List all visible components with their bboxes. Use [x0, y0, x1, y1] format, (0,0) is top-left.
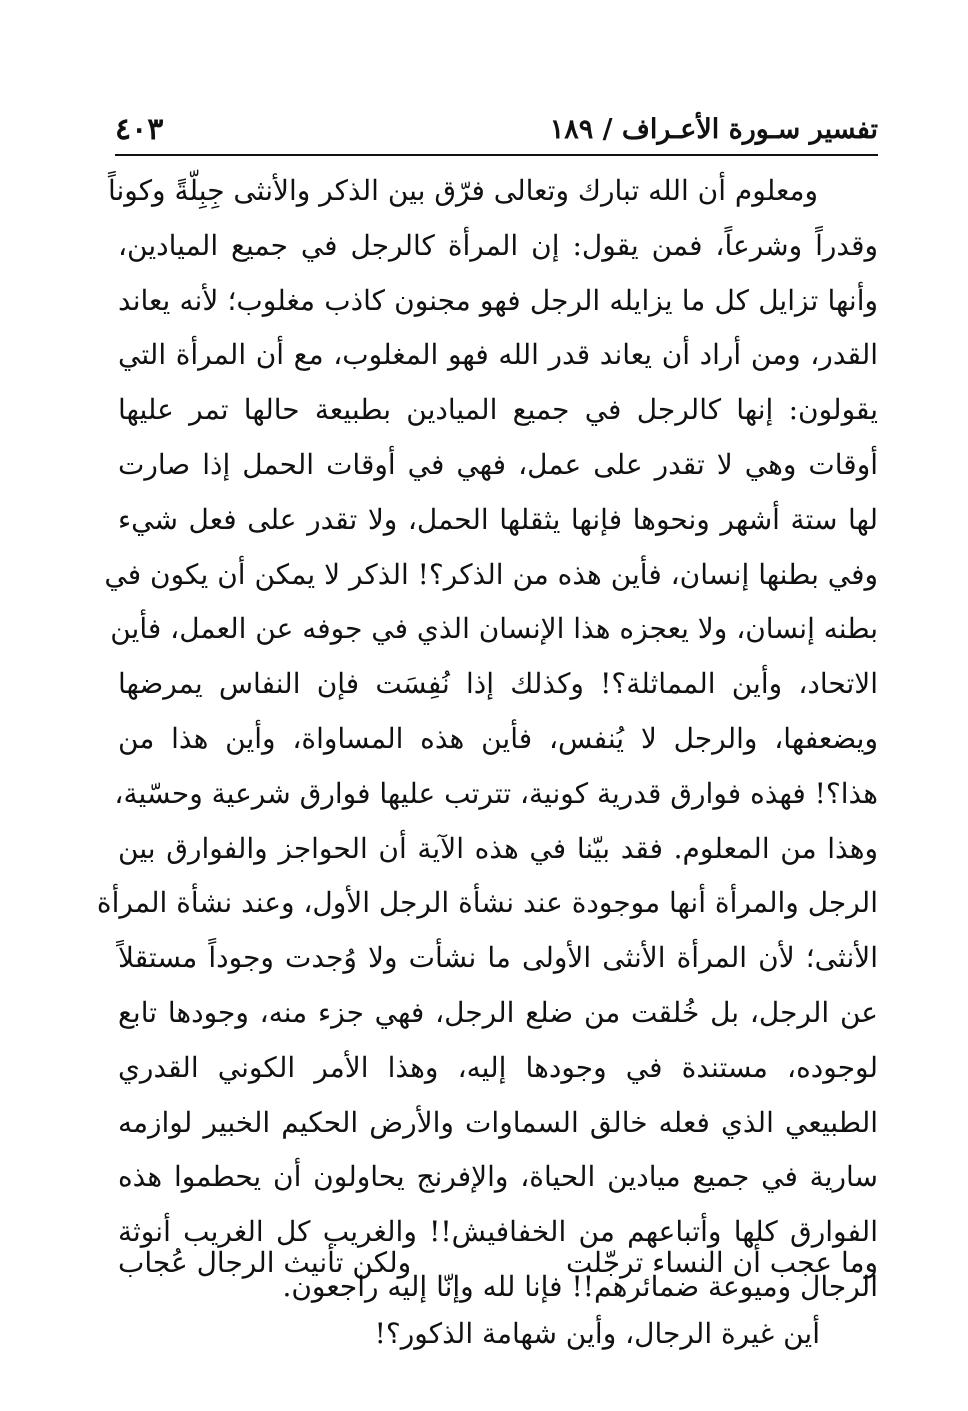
- text-line: ومعلوم أن الله تبارك وتعالى فرّق بين الذكر والأنثى جِبِلّةً وكوناً: [107, 174, 818, 207]
- text-line: الرجال وميوعة ضمائرهم!! فإنا لله وإنّا إليه راجعون.: [282, 1269, 878, 1303]
- text-line: سارية في جميع ميادين الحياة، والإفرنج يحاولون أن يحطموا هذه: [118, 1160, 878, 1194]
- header-rule: [115, 154, 878, 156]
- text-line: الرجل والمرأة أنها موجودة عند نشأة الرجل الأول، وعند نشأة المرأة: [96, 886, 878, 920]
- text-line: الاتحاد، وأين المماثلة؟! وكذلك إذا نُفِسَت فإن النفاس يمرضها: [118, 667, 878, 701]
- text-line: وفي بطنها إنسان، فأين هذه من الذكر؟! الذكر لا يمكن أن يكون في: [104, 557, 878, 591]
- text-line: أوقات وهي لا تقدر على عمل، فهي في أوقات الحمل إذا صارت: [118, 447, 878, 481]
- text-line: الفوارق كلها وأتباعهم من الخفافيش!! والغريب كل الغريب أنوثة: [118, 1215, 878, 1249]
- text-line: لوجوده، مستندة في وجودها إليه، وهذا الأمر الكوني القدري: [118, 1050, 878, 1084]
- body-text: [96, 164, 878, 1315]
- closing-line: أين غيرة الرجال، وأين شهامة الذكور؟!: [374, 1317, 820, 1350]
- text-line: وأنها تزايل كل ما يزايله الرجل فهو مجنون كاذب مغلوب؛ لأنه يعاند: [118, 283, 878, 317]
- text-line: الطبيعي الذي فعله خالق السماوات والأرض الحكيم الخبير لوازمه: [118, 1105, 878, 1139]
- poetry-verse: [118, 1235, 878, 1291]
- text-line: هذا؟! فهذه فوارق قدرية كونية، تترتب عليها فوارق شرعية وحسّية،: [114, 776, 878, 810]
- verse-first-hemistich: وما عجب أن النساء ترجّلت: [565, 1246, 878, 1279]
- running-title: تفسير سـورة الأعـراف / ١٨٩: [549, 114, 878, 145]
- text-line: القدر، ومن أراد أن يعاند قدر الله فهو المغلوب، مع أن المرأة التي: [118, 338, 878, 372]
- text-line: وقدراً وشرعاً، فمن يقول: إن المرأة كالرجل في جميع الميادين،: [118, 228, 878, 262]
- text-line: الأنثى؛ لأن المرأة الأنثى الأولى ما نشأت ولا وُجدت وجوداً مستقلاً: [118, 941, 878, 975]
- text-line: عن الرجل، بل خُلقت من ضلع الرجل، فهي جزء منه، وجودها تابع: [118, 995, 878, 1029]
- text-line: وهذا من المعلوم. فقد بيّنا في هذه الآية أن الحواجز والفوارق بين: [118, 831, 878, 865]
- text-line: بطنه إنسان، ولا يعجزه هذا الإنسان الذي في جوفه عن العمل، فأين: [110, 612, 878, 646]
- text-line: ويضعفها، والرجل لا يُنفس، فأين هذه المساواة، وأين هذا من: [118, 721, 878, 755]
- page-number: ٤٠٣: [115, 112, 164, 147]
- verse-second-hemistich: ولكن تأنيث الرجال عُجاب: [118, 1246, 412, 1279]
- page-header: [115, 110, 878, 158]
- text-line: لها ستة أشهر ونحوها فإنها يثقلها الحمل، ولا تقدر على فعل شيء: [118, 502, 878, 536]
- text-line: يقولون: إنها كالرجل في جميع الميادين بطبيعة حالها تمر عليها: [118, 393, 878, 427]
